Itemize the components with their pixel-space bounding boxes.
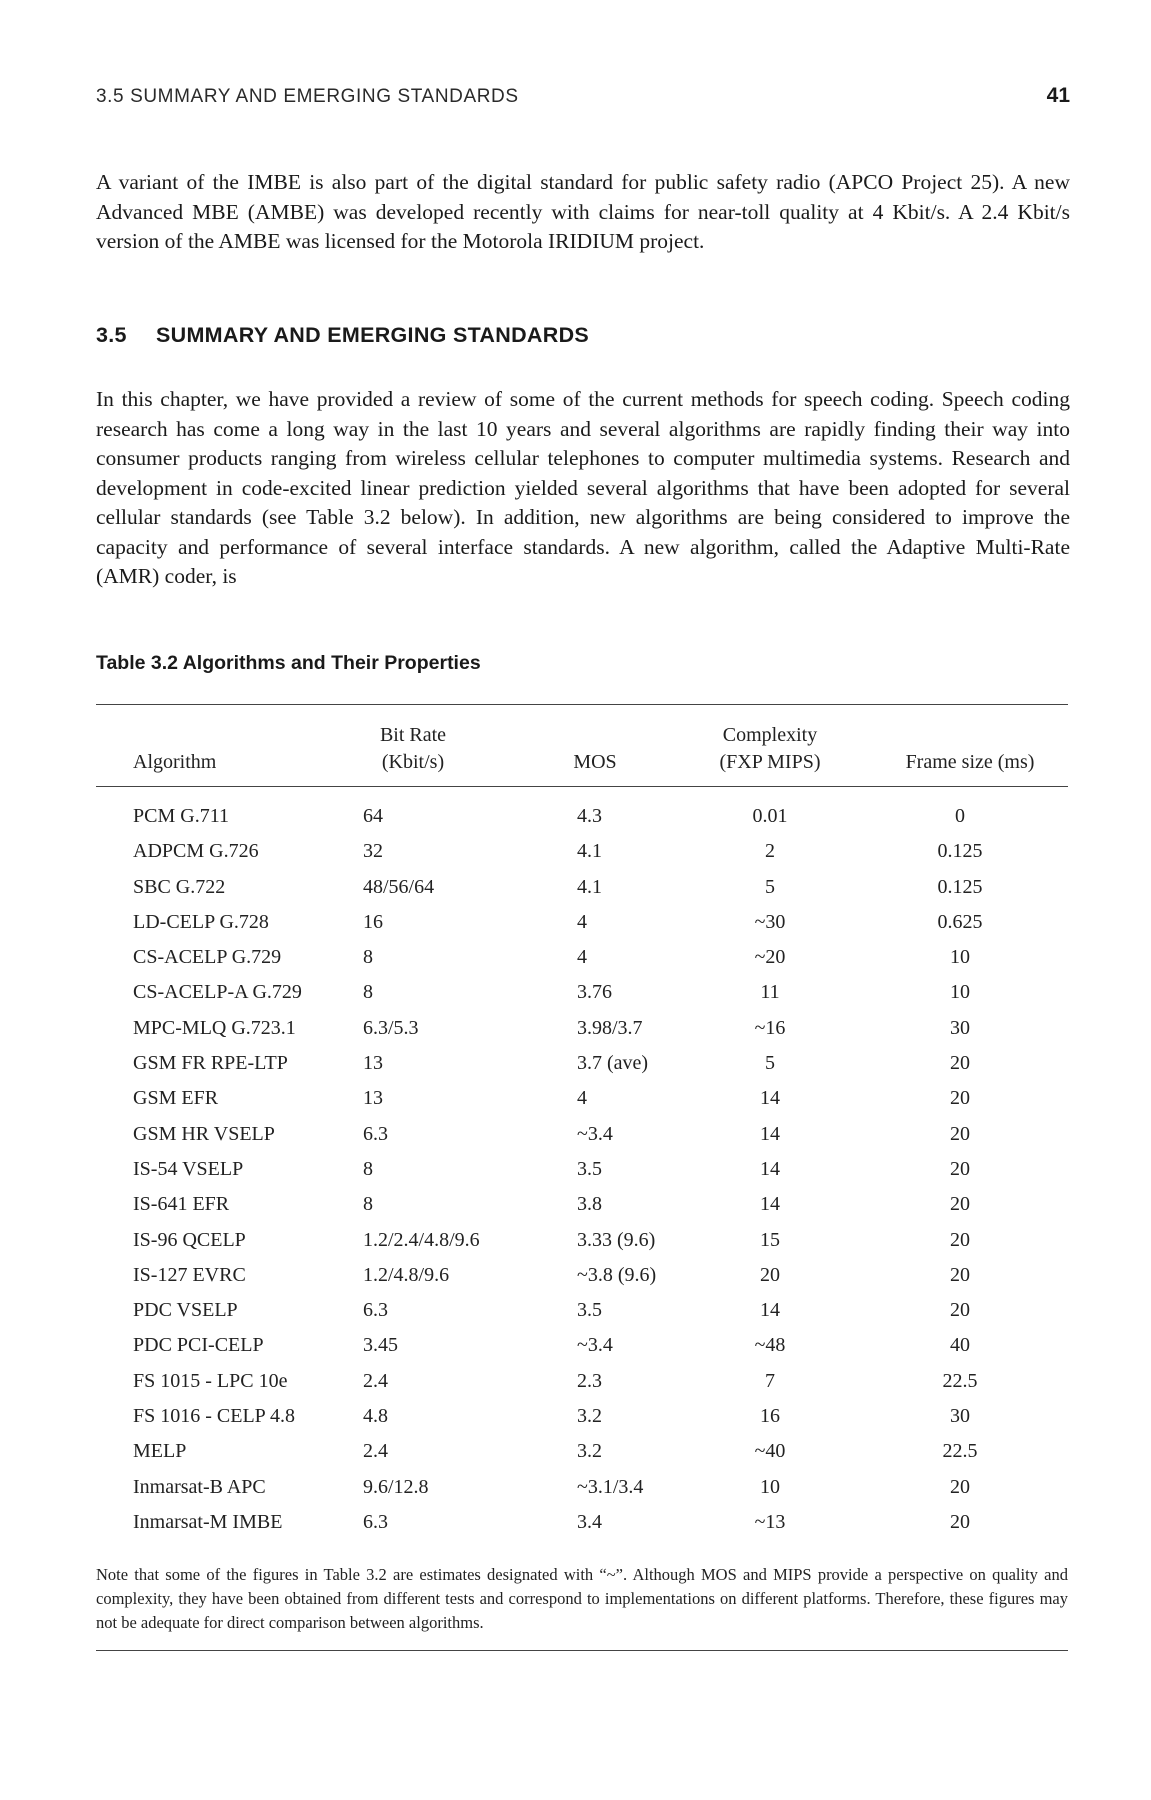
cell-bit-rate: 8 [363, 981, 373, 1004]
cell-algorithm: IS-641 EFR [133, 1193, 230, 1216]
cell-algorithm: Inmarsat-M IMBE [133, 1510, 283, 1533]
cell-algorithm: GSM HR VSELP [133, 1122, 275, 1145]
cell-complexity: 11 [760, 981, 780, 1004]
cell-complexity: 14 [760, 1157, 780, 1180]
cell-algorithm: ADPCM G.726 [133, 840, 259, 863]
cell-complexity: 7 [765, 1369, 775, 1392]
cell-bit-rate: 8 [363, 1193, 373, 1216]
table-row [0, 1222, 1151, 1257]
cell-bit-rate: 32 [363, 840, 383, 863]
cell-mos: ~3.8 (9.6) [577, 1263, 657, 1286]
cell-complexity: 2 [765, 840, 775, 863]
cell-algorithm: IS-127 EVRC [133, 1263, 246, 1286]
cell-bit-rate: 6.3 [363, 1510, 388, 1533]
cell-bit-rate: 6.3 [363, 1299, 388, 1322]
header-bit-rate: Bit Rate (Kbit/s) [379, 724, 447, 773]
cell-bit-rate: 16 [363, 910, 383, 933]
cell-mos: 3.5 [577, 1299, 602, 1322]
cell-complexity: 16 [760, 1405, 780, 1428]
cell-bit-rate: 1.2/2.4/4.8/9.6 [363, 1228, 480, 1251]
cell-frame-size: 20 [950, 1087, 970, 1110]
cell-frame-size: 20 [950, 1052, 970, 1075]
cell-mos: 3.2 [577, 1405, 602, 1428]
cell-frame-size: 30 [950, 1405, 970, 1428]
table-row [0, 1151, 1151, 1186]
cell-frame-size: 20 [950, 1299, 970, 1322]
cell-algorithm: Inmarsat-B APC [133, 1475, 266, 1498]
cell-algorithm: PDC PCI-CELP [133, 1334, 264, 1357]
cell-algorithm: PDC VSELP [133, 1299, 238, 1322]
table-row [0, 1398, 1151, 1433]
table-row [0, 1116, 1151, 1151]
table-header-rule [96, 786, 1068, 787]
cell-frame-size: 40 [950, 1334, 970, 1357]
cell-complexity: 20 [760, 1263, 780, 1286]
cell-complexity: 15 [760, 1228, 780, 1251]
table-row [0, 1327, 1151, 1362]
cell-algorithm: MELP [133, 1440, 187, 1463]
cell-algorithm: IS-96 QCELP [133, 1228, 246, 1251]
page-number: 41 [1046, 84, 1070, 107]
cell-bit-rate: 9.6/12.8 [363, 1475, 429, 1498]
cell-mos: 2.3 [577, 1369, 602, 1392]
table-row [0, 1504, 1151, 1539]
table-caption: Table 3.2 Algorithms and Their Properties [96, 652, 481, 674]
table-row [0, 939, 1151, 974]
cell-mos: 3.5 [577, 1157, 602, 1180]
cell-mos: 3.33 (9.6) [577, 1228, 656, 1251]
cell-frame-size: 0 [955, 805, 965, 827]
cell-complexity: 5 [765, 875, 775, 898]
running-title: 3.5 SUMMARY AND EMERGING STANDARDS [96, 86, 519, 107]
intro-paragraph: A variant of the IMBE is also part of the digital standard for public safety radio (APCO Project 25). A new Advanced MBE (AMBE) was developed recently with claims for near-toll quality at 4 Kbit/s. A 2.4 Kbit/s version of the AMBE was licensed for the Motorola IRIDIUM project. [96, 170, 1070, 253]
cell-bit-rate: 1.2/4.8/9.6 [363, 1263, 450, 1286]
cell-mos: ~3.1/3.4 [577, 1475, 644, 1498]
cell-frame-size: 20 [950, 1193, 970, 1216]
table-note: Note that some of the figures in Table 3.2 are estimates designated with “~”. Although MOS and MIPS provide a perspective on quality and complexity, they have been obtained from different tests and correspond to implementations on different platforms. Therefore, these figures may not be adequate for direct comparison between algorithms. [96, 1565, 1068, 1632]
table-row [0, 1080, 1151, 1115]
cell-complexity: 5 [765, 1052, 775, 1075]
cell-complexity: ~16 [754, 1016, 786, 1039]
cell-mos: ~3.4 [577, 1122, 613, 1145]
cell-bit-rate: 13 [363, 1052, 383, 1075]
cell-mos: ~3.4 [577, 1334, 613, 1357]
cell-frame-size: 20 [950, 1263, 970, 1286]
cell-mos: 4 [577, 1087, 587, 1110]
section-number: 3.5 [96, 323, 127, 347]
cell-bit-rate: 2.4 [363, 1369, 388, 1392]
table-row [0, 904, 1151, 939]
cell-frame-size: 30 [950, 1016, 970, 1039]
table-row [0, 1363, 1151, 1398]
cell-frame-size: 10 [950, 981, 970, 1004]
cell-frame-size: 20 [950, 1157, 970, 1180]
cell-complexity: 14 [760, 1193, 780, 1216]
cell-frame-size: 22.5 [942, 1369, 978, 1392]
cell-frame-size: 10 [950, 946, 970, 969]
header-complexity: Complexity (FXP MIPS) [719, 724, 821, 773]
table-top-rule [96, 704, 1068, 705]
cell-mos: 4.1 [577, 840, 602, 863]
cell-mos: 3.2 [577, 1440, 602, 1463]
cell-complexity: ~48 [754, 1334, 786, 1357]
cell-complexity: 14 [760, 1087, 780, 1110]
section-title: SUMMARY AND EMERGING STANDARDS [156, 323, 590, 347]
cell-bit-rate: 3.45 [363, 1334, 398, 1357]
cell-bit-rate: 48/56/64 [363, 875, 435, 898]
cell-algorithm: IS-54 VSELP [133, 1157, 244, 1180]
table-body [0, 798, 1151, 1539]
cell-frame-size: 20 [950, 1122, 970, 1145]
cell-complexity: ~20 [754, 946, 786, 969]
cell-bit-rate: 6.3 [363, 1122, 388, 1145]
table-bottom-rule [96, 1650, 1068, 1651]
cell-bit-rate: 8 [363, 946, 373, 969]
table-row [0, 1045, 1151, 1080]
table-row [0, 1257, 1151, 1292]
cell-frame-size: 20 [950, 1510, 970, 1533]
table-row [0, 974, 1151, 1009]
cell-bit-rate: 13 [363, 1087, 383, 1110]
cell-mos: 3.4 [577, 1510, 602, 1533]
section-paragraph: In this chapter, we have provided a review of some of the current methods for speech coding. Speech coding research has come a long way in the last 10 years and several algorithms are rapidly finding their way into consumer products ranging from wireless cellular telephones to computer multimedia systems. Research and development in code-excited linear prediction yielded several algorithms that have been adopted for several cellular standards (see Table 3.2 below). In addition, new algorithms are being considered to improve the capacity and performance of several interface standards. A new algorithm, called the Adaptive Multi-Rate (AMR) coder, is [96, 387, 1070, 588]
table-row [0, 869, 1151, 904]
table-row [0, 1010, 1151, 1045]
cell-bit-rate: 8 [363, 1157, 373, 1180]
header-algorithm: Algorithm [133, 751, 217, 773]
cell-mos: 3.76 [577, 981, 612, 1004]
cell-complexity: 14 [760, 1122, 780, 1145]
cell-frame-size: 0.125 [937, 875, 983, 898]
table-row [0, 798, 1151, 833]
header-mos: MOS [573, 751, 617, 773]
cell-bit-rate: 2.4 [363, 1440, 388, 1463]
table-row [0, 1469, 1151, 1504]
cell-complexity: 14 [760, 1299, 780, 1322]
cell-frame-size: 0.125 [937, 840, 983, 863]
cell-algorithm: SBC G.722 [133, 875, 226, 898]
cell-complexity: ~30 [754, 910, 786, 933]
cell-algorithm: MPC-MLQ G.723.1 [133, 1016, 296, 1039]
cell-algorithm: LD-CELP G.728 [133, 910, 269, 933]
cell-complexity: ~13 [754, 1510, 786, 1533]
table-row [0, 1186, 1151, 1221]
cell-bit-rate: 6.3/5.3 [363, 1016, 419, 1039]
cell-frame-size: 20 [950, 1475, 970, 1498]
cell-complexity: ~40 [754, 1440, 786, 1463]
cell-bit-rate: 64 [363, 805, 383, 827]
cell-complexity: 0.01 [752, 805, 788, 827]
cell-frame-size: 0.625 [937, 910, 983, 933]
cell-algorithm: FS 1015 - LPC 10e [133, 1369, 288, 1392]
cell-algorithm: FS 1016 - CELP 4.8 [133, 1405, 296, 1428]
table-row [0, 1292, 1151, 1327]
cell-mos: 4.1 [577, 875, 602, 898]
table-row [0, 833, 1151, 868]
table-row [0, 1433, 1151, 1468]
cell-frame-size: 20 [950, 1228, 970, 1251]
cell-mos: 3.98/3.7 [577, 1016, 643, 1039]
cell-complexity: 10 [760, 1475, 780, 1498]
cell-algorithm: CS-ACELP-A G.729 [133, 981, 302, 1004]
cell-bit-rate: 4.8 [363, 1405, 388, 1428]
cell-algorithm: PCM G.711 [133, 805, 229, 827]
cell-algorithm: GSM FR RPE-LTP [133, 1052, 288, 1075]
header-frame-size: Frame size (ms) [905, 751, 1035, 773]
cell-mos: 4 [577, 910, 587, 933]
cell-mos: 4.3 [577, 805, 602, 827]
cell-algorithm: GSM EFR [133, 1087, 219, 1110]
cell-mos: 4 [577, 946, 587, 969]
section-heading [96, 323, 589, 348]
running-head [96, 84, 1070, 108]
cell-frame-size: 22.5 [942, 1440, 978, 1463]
cell-mos: 3.8 [577, 1193, 602, 1216]
cell-mos: 3.7 (ave) [577, 1052, 649, 1075]
cell-algorithm: CS-ACELP G.729 [133, 946, 282, 969]
